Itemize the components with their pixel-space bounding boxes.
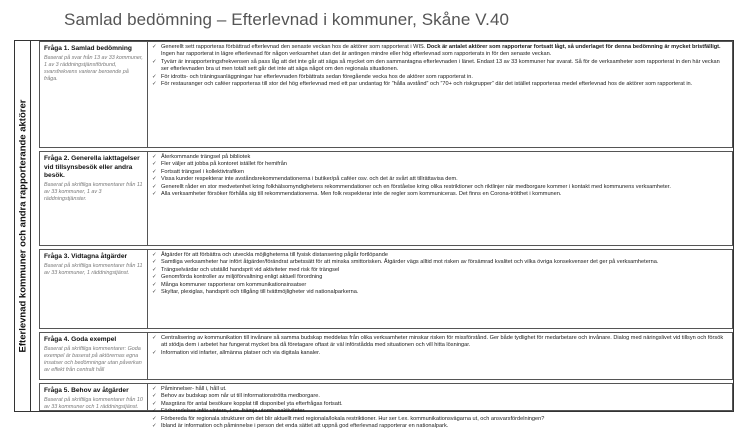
finding-item (152, 423, 727, 430)
finding-text: Generellt sett rapporteras förbättrad efterlevnad den senaste veckan hos de aktörer som rapporterat i WIS. (161, 44, 427, 50)
finding-text: Samtliga verksamheter har infört åtgärder/förändrat arbetssätt för att minska smittorisken. Åtgärder vägs alltid mot risken av försämrad kvalitet och vilka övriga konsekvenser det ger på verksamheterna. (161, 259, 659, 266)
finding-text: Genomförda kontroller av miljöförvaltning enligt aktuell förordning (161, 274, 323, 281)
question-basis: Baserat på skriftliga kommentarer från 10 av 33 kommuner och 1 räddningstjänst. (44, 396, 143, 410)
finding-text: För idrotts- och träningsanläggningar har efterlevnaden förbättrats sedan föregående vecka hos de aktörer som rapporterat in. (161, 73, 473, 80)
finding-item (152, 401, 727, 408)
finding-text: Information vid infarter, allmänna platser och via digitala kanaler. (161, 349, 321, 356)
question-cell (40, 250, 148, 328)
section-row-2 (39, 151, 733, 246)
finding-text: Fortsatt trängsel i kollektivtrafiken (161, 168, 245, 175)
checkmark-icon: ✓ (152, 176, 157, 183)
checkmark-icon: ✓ (152, 259, 157, 266)
checkmark-icon: ✓ (152, 168, 157, 175)
checkmark-icon: ✓ (152, 393, 157, 400)
finding-text: Många kommuner rapporterar om kommunikationsinsatser (161, 281, 307, 288)
side-label: Efterlevnad kommuner och andra rapporterande aktörer (17, 99, 28, 353)
finding-text: Åtgärder för att förbättra och utveckla möjligheterna till fysisk distansering pågår fortlöpande (161, 252, 388, 258)
question-heading: Fråga 2. Generella iakttagelser vid tillsynsbesök eller andra besök. (44, 155, 140, 180)
question-cell (40, 42, 148, 147)
findings-list (148, 152, 732, 245)
findings-list (148, 333, 732, 379)
finding-text: Maxgräns för antal besökare kopplat till disponibel yta efterfrågas fortsatt. (161, 400, 343, 407)
finding-item (152, 267, 727, 274)
question-heading: Fråga 3. Vidtagna åtgärder (44, 253, 128, 260)
finding-text: Förberedelser inför vintern, t.ex. främja utomhusaktiviteter. (161, 408, 306, 415)
question-heading: Fråga 1. Samlad bedömning (44, 45, 132, 52)
finding-text: Tyvärr är inrapporteringsfrekvensen så pass låg att det inte går att säga så mycket om den sammantagna efterlevnaden i länet. Endast 13 av 33 kommuner har svarat. Så för de verksamheter som rapporterat in den här veckan ser efterlevnaden bra ut men totalt sett går det inte att säga något om den regionala situationen. (161, 58, 720, 73)
finding-item (152, 59, 727, 74)
finding-item (152, 259, 727, 266)
finding-text: Fler väljer att jobba på kontoret istället för hemifrån (161, 161, 287, 168)
checkmark-icon: ✓ (152, 81, 157, 88)
section-row-4 (39, 332, 733, 380)
finding-item (152, 408, 727, 415)
question-basis: Baserat på svar från 13 av 33 kommuner, 1 av 3 räddningstjänstförbund, svarsfrekvens varierar beroende på fråga. (44, 54, 143, 82)
finding-text: Vissa kunder respekterar inte avståndsrekommendationerna i butiker/på caféer osv. och det är svårt att tillrättavisa dem. (161, 176, 458, 183)
side-label-column (15, 41, 31, 411)
question-basis: Baserat på skriftliga kommentarer: Goda exempel är baserat på aktörernas egna insatser och bedömningar utan påverkan av effekt från centralt håll (44, 345, 142, 373)
finding-emphasis: Dock är antalet aktörer som rapporterar fortsatt lågt, så underlaget för denna bedömning är mycket bristfälligt. (426, 44, 721, 50)
checkmark-icon: ✓ (152, 386, 157, 392)
checkmark-icon: ✓ (152, 423, 157, 430)
finding-item (152, 274, 727, 281)
finding-text: Centralisering av kommunikation till invånare så samma budskap meddelas från olika verksamheter minskar risken för missförstånd. Ger både tydlighet för medarbetare och invånare. Dialog med näringslivet vid tillsyn och försök att stödja dem i arbetet har fungerat mycket bra då företagare oftast är väl införstådda med situationen och vill hitta lösningar. (161, 335, 724, 349)
checkmark-icon: ✓ (152, 349, 157, 356)
finding-text: Trängselvärdar och utställd handsprit vid aktiviteter med risk för trängsel (161, 266, 340, 273)
checkmark-icon: ✓ (152, 154, 157, 160)
finding-item (152, 289, 727, 296)
page-title: Samlad bedömning – Efterlevnad i kommuner, Skåne V.40 (64, 10, 510, 29)
finding-text: Generellt råder en stor medvetenhet kring folkhälsomyndighetens rekommendationer och en förståelse kring olika restriktioner och riktlinjer när medborgare kommer i kontakt med kommunens verksamheter. (161, 183, 671, 190)
question-basis: Baserat på skriftliga kommentarer från 11 av 33 kommuner, 1 av 3 räddningstjänster. (44, 181, 143, 202)
assessment-table (14, 40, 734, 430)
checkmark-icon: ✓ (152, 281, 157, 288)
finding-text: Skyltar, plexiglas, handsprit och tillgång till tvättmöjligheter vid nationalparkerna. (161, 289, 359, 296)
findings-list (148, 250, 732, 328)
question-basis: Baserat på skriftliga kommentarer från 11 av 33 kommuner, 1 räddningstjänst. (44, 262, 143, 276)
question-cell (40, 152, 148, 245)
checkmark-icon: ✓ (152, 408, 157, 415)
checkmark-icon: ✓ (152, 44, 157, 50)
question-heading: Fråga 4. Goda exempel (44, 336, 117, 343)
finding-text: Förbereda för regionala strukturer om det blir aktuellt med regionala/lokala restriktioner. Hur ser t.ex. kommunikationsvägarna ut, och ansvarsfördelningen? (161, 415, 545, 422)
checkmark-icon: ✓ (152, 266, 157, 273)
finding-item (152, 161, 727, 168)
finding-item (152, 81, 727, 88)
checkmark-icon: ✓ (152, 73, 157, 80)
question-cell (40, 384, 148, 410)
section-row-1 (39, 41, 733, 148)
findings-list (148, 384, 732, 430)
checkmark-icon: ✓ (152, 161, 157, 168)
findings-list (148, 42, 732, 147)
finding-text: Påminnelser- håll i, håll ut. (161, 386, 227, 392)
finding-text-continued: Ingen har rapporterat in lägre efterlevnad för någon verksamhet utan det är antingen mindre eller hög efterlevnad som rapporterats in för den senaste veckan. (161, 51, 552, 58)
section-row-3 (39, 249, 733, 329)
checkmark-icon: ✓ (152, 274, 157, 281)
finding-item (152, 44, 727, 59)
checkmark-icon: ✓ (152, 415, 157, 422)
finding-text: Behov av budskap som når ut till informationströtta medborgare. (161, 393, 320, 400)
finding-item (152, 191, 727, 198)
checkmark-icon: ✓ (152, 335, 157, 341)
finding-text: Alla verksamheter försöker förhålla sig till rekommendationerna. Men folk respekterar inte de regler som kommuniceras. Det finns en Corona-trötthet i kommunen. (161, 191, 562, 198)
finding-item (152, 335, 727, 350)
checkmark-icon: ✓ (152, 289, 157, 296)
checkmark-icon: ✓ (152, 183, 157, 190)
finding-item (152, 393, 727, 400)
finding-text: Återkommande trängsel på bibliotek (161, 154, 251, 160)
checkmark-icon: ✓ (152, 58, 157, 65)
question-cell (40, 333, 148, 379)
checkmark-icon: ✓ (152, 191, 157, 198)
section-row-5 (39, 383, 733, 430)
finding-item (152, 176, 727, 183)
finding-text: Ibland är information och påminnelse i person det enda sättet att uppnå god efterlevnad rapporterar en nationalpark. (161, 423, 449, 430)
finding-item (152, 350, 727, 357)
checkmark-icon: ✓ (152, 400, 157, 407)
question-heading: Fråga 5. Behov av åtgärder (44, 387, 129, 394)
finding-text: För restauranger och caféer rapporteras till stor del hög efterlevnad med ett par undantag för ”hålla avstånd” och ”70+ och riskgrupper” där det istället rapporteras medel efterlevnad hos de aktörer som rapporterat in. (161, 81, 693, 88)
checkmark-icon: ✓ (152, 252, 157, 258)
